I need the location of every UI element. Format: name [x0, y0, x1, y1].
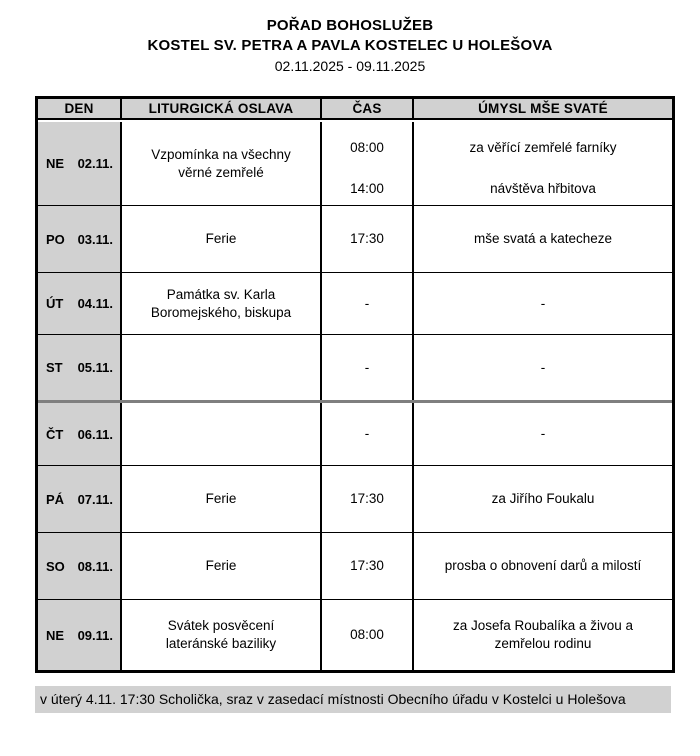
title-date-range: 02.11.2025 - 09.11.2025 — [274, 58, 426, 74]
day-cell — [38, 466, 122, 532]
celebration-text: Ferie — [205, 491, 237, 506]
intention-value: - — [540, 426, 546, 441]
day-abbr: NE — [46, 156, 65, 171]
intention-value: prosba o obnovení darů a milostí — [444, 558, 642, 573]
day-abbr: SO — [46, 558, 65, 574]
day-abbr: PO — [46, 231, 65, 247]
intention-value: mše svatá a katecheze — [473, 231, 613, 246]
celebration-cell — [122, 122, 322, 205]
day-date: 04.11. — [77, 296, 113, 311]
time-cell — [322, 122, 414, 205]
celebration-text: Svátek posvěcení lateránské baziliky — [165, 618, 277, 651]
intention-cell — [414, 273, 672, 334]
intention-cell — [414, 206, 672, 272]
schedule-table — [35, 96, 675, 673]
footer-note: v úterý 4.11. 17:30 Scholička, sraz v zasedací místnosti Obecního úřadu v Kostelci u Holešova — [35, 686, 671, 713]
celebration-cell — [122, 466, 322, 532]
schedule-rows — [38, 122, 672, 670]
time-value: 17:30 — [350, 231, 384, 246]
intention-cell — [414, 600, 672, 670]
time-value: 08:00 — [350, 139, 384, 155]
time-cell — [322, 533, 414, 599]
day-cell — [38, 600, 122, 670]
table-row — [38, 532, 672, 599]
intention-value: návštěva hřbitova — [490, 181, 596, 196]
day-cell — [38, 403, 122, 465]
time-value: 17:30 — [350, 491, 384, 506]
celebration-cell — [122, 273, 322, 334]
day-abbr: ČT — [46, 426, 64, 442]
day-cell — [38, 122, 122, 205]
time-value: - — [364, 426, 370, 441]
header-liturgicka-oslava: LITURGICKÁ OSLAVA — [122, 99, 322, 118]
day-date: 05.11. — [77, 360, 113, 375]
day-date: 02.11. — [77, 156, 113, 171]
time-cell — [322, 403, 414, 465]
header-cas: ČAS — [322, 99, 414, 118]
celebration-cell — [122, 335, 322, 400]
day-date: 08.11. — [77, 558, 113, 574]
day-cell — [38, 273, 122, 334]
celebration-cell — [122, 600, 322, 670]
time-cell — [322, 600, 414, 670]
intention-value: - — [540, 295, 546, 311]
title-line1: POŘAD BOHOSLUŽEB — [266, 17, 434, 34]
intention-value: - — [540, 359, 546, 375]
table-row — [38, 272, 672, 334]
table-row — [38, 400, 672, 465]
header-den: DEN — [38, 99, 122, 118]
day-cell — [38, 533, 122, 599]
table-row — [38, 122, 672, 205]
intention-value: za Jiřího Foukalu — [491, 491, 595, 506]
day-cell — [38, 335, 122, 400]
day-date: 06.11. — [77, 426, 113, 442]
time-cell — [322, 273, 414, 334]
celebration-text: Ferie — [205, 558, 237, 573]
intention-cell — [414, 466, 672, 532]
intention-value: za Josefa Roubalíka a živou a zemřelou rodinu — [452, 618, 634, 651]
time-value: 08:00 — [350, 627, 384, 642]
time-cell — [322, 206, 414, 272]
time-value: 17:30 — [350, 558, 384, 573]
table-row — [38, 205, 672, 272]
table-row — [38, 599, 672, 670]
time-value: - — [364, 295, 370, 311]
day-abbr: ST — [46, 360, 63, 375]
celebration-text: Vzpomínka na všechny věrné zemřelé — [151, 146, 291, 180]
intention-value: za věřící zemřelé farníky — [469, 139, 617, 155]
day-date: 03.11. — [77, 231, 113, 247]
day-date: 07.11. — [77, 491, 113, 507]
celebration-cell — [122, 206, 322, 272]
day-cell — [38, 206, 122, 272]
day-abbr: NE — [46, 627, 65, 643]
celebration-cell — [122, 533, 322, 599]
day-date: 09.11. — [77, 627, 113, 643]
intention-cell — [414, 533, 672, 599]
time-cell — [322, 335, 414, 400]
header-umysl-mse-svate: ÚMYSL MŠE SVATÉ — [414, 99, 672, 118]
day-abbr: PÁ — [46, 491, 65, 507]
time-value: 14:00 — [350, 181, 384, 196]
celebration-cell — [122, 403, 322, 465]
page-title — [0, 16, 700, 77]
table-header-row — [38, 99, 672, 120]
title-line2: KOSTEL SV. PETRA A PAVLA KOSTELEC U HOLEŠOVA — [147, 37, 553, 54]
intention-cell — [414, 122, 672, 205]
time-cell — [322, 466, 414, 532]
intention-cell — [414, 403, 672, 465]
table-row — [38, 465, 672, 532]
table-row — [38, 334, 672, 400]
intention-cell — [414, 335, 672, 400]
day-abbr: ÚT — [46, 296, 64, 311]
celebration-text: Památka sv. Karla Boromejského, biskupa — [150, 286, 292, 320]
time-value: - — [364, 359, 370, 375]
celebration-text: Ferie — [205, 231, 237, 246]
